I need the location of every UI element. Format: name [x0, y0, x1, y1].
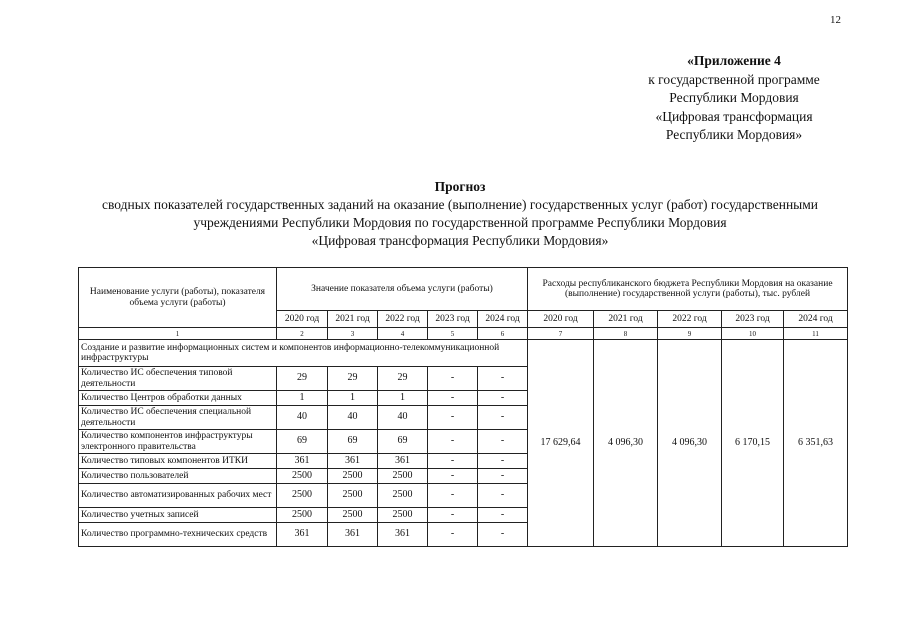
- indicator-value: -: [478, 523, 528, 547]
- indicator-value: -: [428, 367, 478, 391]
- appendix-line: Республики Мордовия: [669, 90, 799, 105]
- column-number: 9: [658, 328, 722, 340]
- expense-group-header: Расходы республиканского бюджета Республики Мордовия на оказание (выполнение) государственной услуги (работы), тыс. рублей: [528, 268, 848, 311]
- appendix-title: «Приложение 4: [687, 53, 781, 68]
- year-header: 2020 год: [277, 311, 328, 328]
- indicator-value: -: [478, 508, 528, 523]
- indicator-value: 2500: [277, 469, 328, 484]
- indicator-value: 361: [277, 523, 328, 547]
- document-heading: [60, 178, 860, 250]
- appendix-line: «Цифровая трансформация: [655, 108, 813, 124]
- indicator-group-header: Значение показателя объема услуги (работы): [277, 268, 528, 311]
- indicator-value: 2500: [328, 484, 378, 508]
- expense-value: 4 096,30: [658, 340, 722, 547]
- year-header: 2024 год: [784, 311, 848, 328]
- indicator-name: Количество учетных записей: [79, 508, 277, 523]
- expense-value: 17 629,64: [528, 340, 594, 547]
- heading-title: Прогноз: [434, 179, 486, 194]
- year-header: 2023 год: [722, 311, 784, 328]
- year-header: 2021 год: [328, 311, 378, 328]
- indicator-value: 2500: [378, 508, 428, 523]
- indicator-value: 2500: [277, 484, 328, 508]
- indicator-value: 361: [277, 454, 328, 469]
- indicator-value: -: [428, 484, 478, 508]
- indicator-value: 40: [328, 406, 378, 430]
- indicator-value: 69: [378, 430, 428, 454]
- column-number: 6: [478, 328, 528, 340]
- col-name-header: Наименование услуги (работы), показателя объема услуги (работы): [79, 268, 277, 328]
- column-number: 2: [277, 328, 328, 340]
- column-number: 4: [378, 328, 428, 340]
- indicator-value: 361: [378, 523, 428, 547]
- expense-value: 4 096,30: [594, 340, 658, 547]
- indicator-value: 40: [277, 406, 328, 430]
- indicator-value: -: [478, 484, 528, 508]
- indicator-value: -: [478, 367, 528, 391]
- indicator-value: -: [478, 391, 528, 406]
- column-number: 8: [594, 328, 658, 340]
- year-header: 2021 год: [594, 311, 658, 328]
- appendix-line: к государственной программе: [648, 71, 820, 87]
- heading-line: «Цифровая трансформация Республики Мордовия»: [311, 233, 609, 248]
- indicator-value: 2500: [328, 508, 378, 523]
- indicator-value: 69: [328, 430, 378, 454]
- indicator-value: -: [478, 430, 528, 454]
- appendix-block: [604, 52, 864, 145]
- column-number: 11: [784, 328, 848, 340]
- indicator-name: Количество типовых компонентов ИТКИ: [79, 454, 277, 469]
- expense-value: 6 170,15: [722, 340, 784, 547]
- indicator-value: -: [428, 508, 478, 523]
- indicator-value: -: [428, 391, 478, 406]
- column-number: 10: [722, 328, 784, 340]
- year-header: 2020 год: [528, 311, 594, 328]
- indicator-name: Количество Центров обработки данных: [79, 391, 277, 406]
- indicator-value: -: [478, 406, 528, 430]
- indicator-value: -: [478, 454, 528, 469]
- section-title: Создание и развитие информационных систем и компонентов информационно-телекоммуникационной инфраструктуры: [79, 340, 528, 367]
- expense-value: 6 351,63: [784, 340, 848, 547]
- indicator-value: 361: [378, 454, 428, 469]
- indicator-value: -: [478, 469, 528, 484]
- page-number: 12: [830, 14, 841, 26]
- indicator-name: Количество ИС обеспечения типовой деятельности: [79, 367, 277, 391]
- year-header: 2023 год: [428, 311, 478, 328]
- heading-line: учреждениями Республики Мордовия по государственной программе Республики Мордовия: [193, 215, 727, 230]
- indicator-value: -: [428, 406, 478, 430]
- indicator-name: Количество автоматизированных рабочих мест: [79, 484, 277, 508]
- forecast-table: [78, 267, 848, 547]
- indicator-value: -: [428, 430, 478, 454]
- heading-line: сводных показателей государственных заданий на оказание (выполнение) государственных услуг (работ) государственными: [101, 197, 819, 212]
- column-number: 1: [79, 328, 277, 340]
- indicator-value: 1: [378, 391, 428, 406]
- indicator-value: 29: [378, 367, 428, 391]
- indicator-value: 2500: [378, 484, 428, 508]
- indicator-value: -: [428, 469, 478, 484]
- indicator-value: 2500: [378, 469, 428, 484]
- column-number: 3: [328, 328, 378, 340]
- indicator-value: -: [428, 523, 478, 547]
- indicator-value: 69: [277, 430, 328, 454]
- column-number: 5: [428, 328, 478, 340]
- year-header: 2022 год: [658, 311, 722, 328]
- indicator-value: 361: [328, 454, 378, 469]
- indicator-name: Количество ИС обеспечения специальной деятельности: [79, 406, 277, 430]
- indicator-name: Количество компонентов инфраструктуры электронного правительства: [79, 430, 277, 454]
- indicator-name: Количество пользователей: [79, 469, 277, 484]
- indicator-value: -: [428, 454, 478, 469]
- indicator-value: 1: [328, 391, 378, 406]
- indicator-value: 1: [277, 391, 328, 406]
- indicator-name: Количество программно-технических средств: [79, 523, 277, 547]
- indicator-value: 29: [277, 367, 328, 391]
- indicator-value: 2500: [277, 508, 328, 523]
- indicator-value: 2500: [328, 469, 378, 484]
- indicator-value: 361: [328, 523, 378, 547]
- appendix-line: Республики Мордовия»: [665, 127, 803, 142]
- column-number: 7: [528, 328, 594, 340]
- year-header: 2022 год: [378, 311, 428, 328]
- indicator-value: 40: [378, 406, 428, 430]
- indicator-value: 29: [328, 367, 378, 391]
- year-header: 2024 год: [478, 311, 528, 328]
